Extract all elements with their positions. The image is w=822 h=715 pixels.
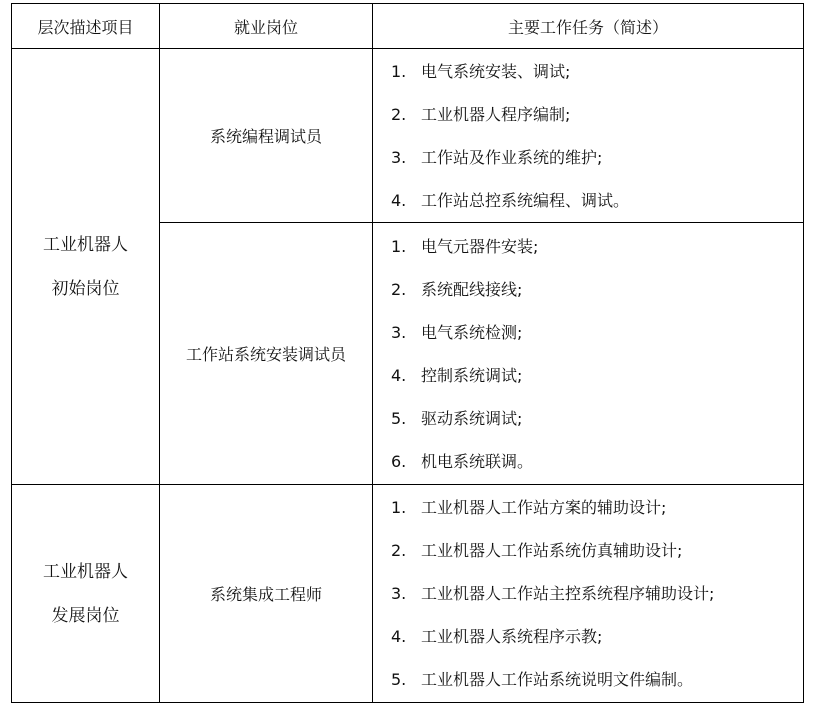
task-list	[373, 485, 804, 703]
header-level-description: 层次描述项目	[12, 4, 160, 49]
table-row	[12, 49, 804, 223]
job-table	[11, 3, 804, 703]
header-main-tasks: 主要工作任务（简述）	[373, 4, 804, 49]
header-row	[12, 4, 804, 49]
list-item: 1. 工业机器人工作站方案的辅助设计;	[391, 498, 667, 517]
list-item: 4. 工业机器人系统程序示教;	[391, 627, 603, 646]
job-post-installation-debugger: 工作站系统安装调试员	[160, 223, 373, 485]
list-item: 5. 驱动系统调试;	[391, 408, 523, 428]
category-label-line1: 工业机器人	[43, 561, 128, 582]
list-item: 4. 控制系统调试;	[391, 365, 523, 385]
category-label-line2: 初始岗位	[51, 278, 120, 299]
list-item: 2. 工业机器人工作站系统仿真辅助设计;	[391, 541, 683, 560]
list-item: 3. 工业机器人工作站主控系统程序辅助设计;	[391, 584, 715, 603]
list-item: 1. 电气系统安装、调试;	[391, 61, 571, 81]
task-list	[373, 49, 804, 223]
list-item: 6. 机电系统联调。	[391, 451, 534, 471]
list-item: 2. 系统配线接线;	[391, 279, 523, 299]
category-initial-post	[12, 49, 160, 485]
header-job-post: 就业岗位	[160, 4, 373, 49]
list-item: 3. 电气系统检测;	[391, 322, 523, 342]
task-list	[373, 223, 804, 485]
list-item: 3. 工作站及作业系统的维护;	[391, 147, 603, 167]
list-item: 5. 工业机器人工作站系统说明文件编制。	[391, 670, 694, 689]
category-development-post	[12, 485, 160, 703]
list-item: 1. 电气元器件安装;	[391, 236, 539, 256]
list-item: 4. 工作站总控系统编程、调试。	[391, 190, 630, 210]
category-label-line1: 工业机器人	[43, 234, 128, 255]
category-label-line2: 发展岗位	[51, 605, 120, 626]
list-item: 2. 工业机器人程序编制;	[391, 104, 571, 124]
job-post-programming-debugger: 系统编程调试员	[160, 49, 373, 223]
job-post-integration-engineer: 系统集成工程师	[160, 485, 373, 703]
table-row	[12, 485, 804, 703]
